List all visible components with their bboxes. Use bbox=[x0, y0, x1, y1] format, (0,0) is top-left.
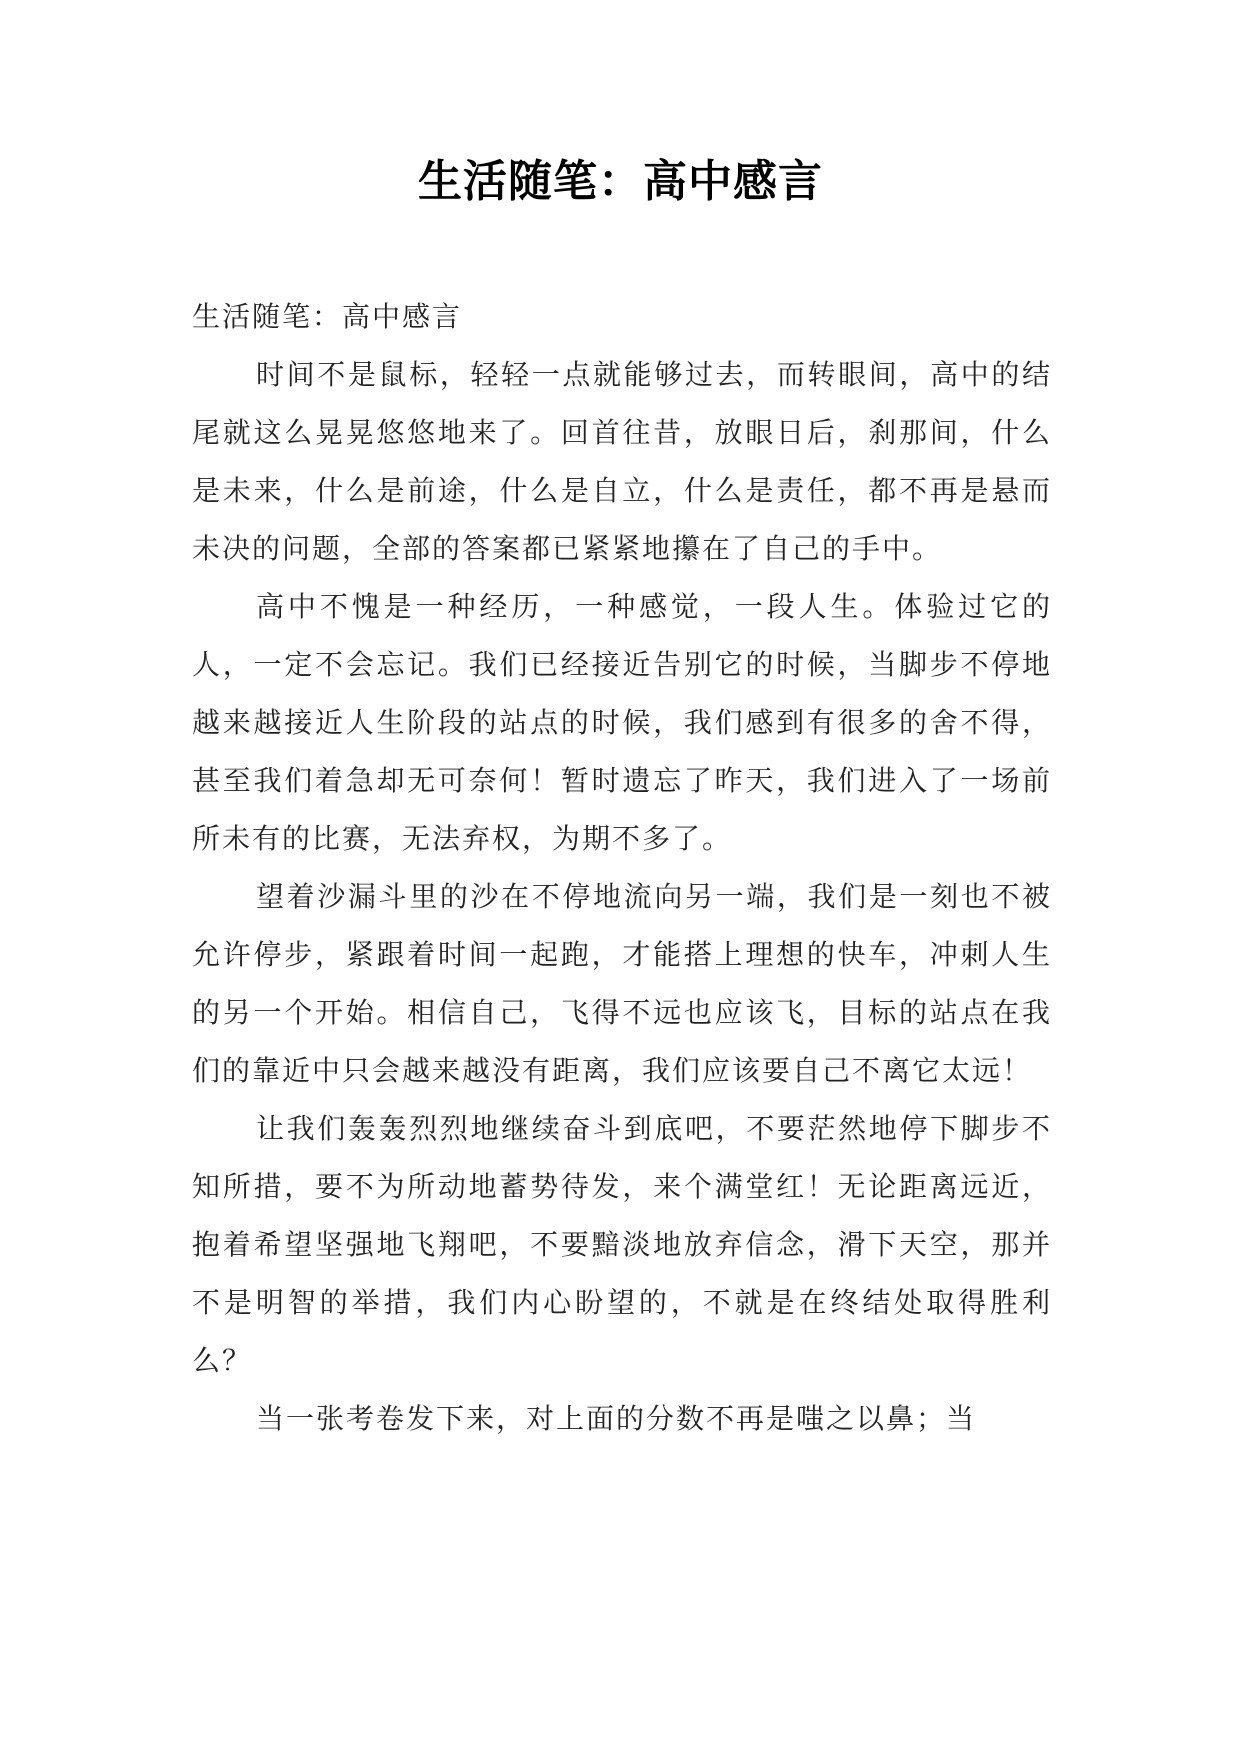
paragraph-4: 让我们轰轰烈烈地继续奋斗到底吧，不要茫然地停下脚步不知所措，要不为所动地蓄势待发，来个满堂红！无论距离远近，抱着希望坚强地飞翔吧，不要黯淡地放弃信念，滑下天空，那并不是明智的举措，我们内心盼望的，不就是在终结处取得胜利么？ bbox=[192, 1112, 1052, 1377]
document-body bbox=[192, 288, 1052, 1448]
document-subtitle: 生活随笔：高中感言 bbox=[192, 300, 463, 333]
document-title: 生活随笔：高中感言 bbox=[418, 156, 823, 207]
paragraph-2: 高中不愧是一种经历，一种感觉，一段人生。体验过它的人，一定不会忘记。我们已经接近告别它的时候，当脚步不停地越来越接近人生阶段的站点的时候，我们感到有很多的舍不得，甚至我们着急却无可奈何！暂时遗忘了昨天，我们进入了一场前所未有的比赛，无法弃权，为期不多了。 bbox=[192, 590, 1052, 855]
paragraph-1: 时间不是鼠标，轻轻一点就能够过去，而转眼间，高中的结尾就这么晃晃悠悠地来了。回首往昔，放眼日后，刹那间，什么是未来，什么是前途，什么是自立，什么是责任，都不再是悬而未决的问题，全部的答案都已紧紧地攥在了自己的手中。 bbox=[192, 358, 1052, 565]
paragraph-3: 望着沙漏斗里的沙在不停地流向另一端，我们是一刻也不被允许停步，紧跟着时间一起跑，才能搭上理想的快车，冲刺人生的另一个开始。相信自己，飞得不远也应该飞，目标的站点在我们的靠近中只会越来越没有距离，我们应该要自己不离它太远！ bbox=[192, 880, 1052, 1087]
paragraph-5: 当一张考卷发下来，对上面的分数不再是嗤之以鼻；当 bbox=[256, 1402, 977, 1435]
